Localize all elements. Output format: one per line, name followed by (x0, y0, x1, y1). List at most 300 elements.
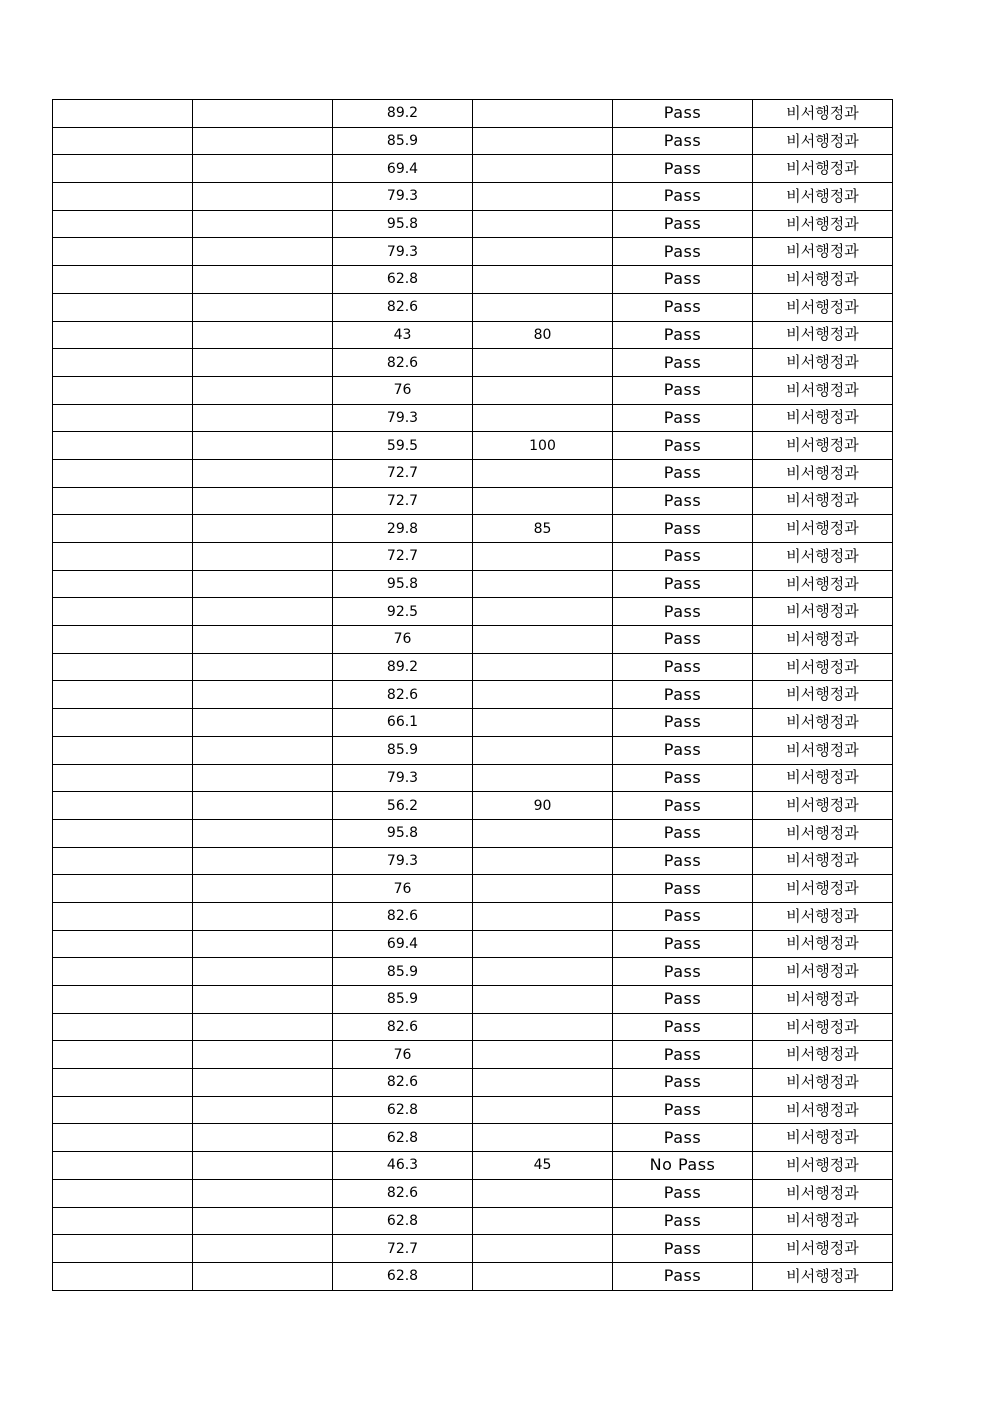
cell-blank-1 (53, 681, 193, 709)
cell-extra-score: 90 (473, 792, 613, 820)
table-row (53, 1152, 893, 1180)
cell-department: 비서행정과 (753, 1152, 893, 1180)
cell-score: 95.8 (333, 210, 473, 238)
cell-blank-1 (53, 1179, 193, 1207)
cell-result: Pass (613, 764, 753, 792)
cell-blank-2 (193, 376, 333, 404)
cell-blank-2 (193, 515, 333, 543)
cell-blank-2 (193, 210, 333, 238)
table-row (53, 1235, 893, 1263)
cell-blank-2 (193, 1124, 333, 1152)
cell-blank-1 (53, 626, 193, 654)
cell-blank-2 (193, 1069, 333, 1097)
cell-blank-1 (53, 376, 193, 404)
cell-blank-2 (193, 1096, 333, 1124)
cell-extra-score (473, 238, 613, 266)
table-row (53, 847, 893, 875)
table-row (53, 376, 893, 404)
cell-result: Pass (613, 847, 753, 875)
cell-blank-2 (193, 709, 333, 737)
table-row (53, 1179, 893, 1207)
cell-blank-2 (193, 432, 333, 460)
table-row (53, 875, 893, 903)
cell-result: No Pass (613, 1152, 753, 1180)
cell-result: Pass (613, 404, 753, 432)
cell-extra-score (473, 183, 613, 211)
cell-result: Pass (613, 1013, 753, 1041)
cell-extra-score (473, 155, 613, 183)
cell-result: Pass (613, 210, 753, 238)
cell-score: 62.8 (333, 1262, 473, 1290)
cell-department: 비서행정과 (753, 1096, 893, 1124)
cell-blank-1 (53, 127, 193, 155)
cell-score: 76 (333, 1041, 473, 1069)
cell-department: 비서행정과 (753, 930, 893, 958)
cell-score: 72.7 (333, 487, 473, 515)
cell-score: 82.6 (333, 1013, 473, 1041)
cell-result: Pass (613, 875, 753, 903)
table-row (53, 543, 893, 571)
cell-extra-score (473, 100, 613, 128)
cell-extra-score (473, 764, 613, 792)
table-row (53, 681, 893, 709)
cell-extra-score (473, 376, 613, 404)
cell-blank-1 (53, 653, 193, 681)
cell-department: 비서행정과 (753, 1207, 893, 1235)
cell-blank-2 (193, 792, 333, 820)
cell-blank-2 (193, 681, 333, 709)
cell-score: 82.6 (333, 1179, 473, 1207)
table-row (53, 736, 893, 764)
cell-score: 89.2 (333, 100, 473, 128)
table-row (53, 819, 893, 847)
cell-extra-score: 80 (473, 321, 613, 349)
cell-score: 66.1 (333, 709, 473, 737)
cell-result: Pass (613, 155, 753, 183)
table-row (53, 986, 893, 1014)
cell-blank-1 (53, 349, 193, 377)
cell-blank-1 (53, 432, 193, 460)
cell-extra-score (473, 1262, 613, 1290)
cell-result: Pass (613, 1235, 753, 1263)
cell-blank-2 (193, 155, 333, 183)
cell-score: 62.8 (333, 1124, 473, 1152)
cell-result: Pass (613, 1262, 753, 1290)
cell-blank-2 (193, 736, 333, 764)
cell-extra-score (473, 1096, 613, 1124)
cell-result: Pass (613, 321, 753, 349)
cell-blank-1 (53, 210, 193, 238)
cell-department: 비서행정과 (753, 1179, 893, 1207)
cell-department: 비서행정과 (753, 598, 893, 626)
cell-score: 72.7 (333, 1235, 473, 1263)
cell-blank-1 (53, 266, 193, 294)
table-row (53, 100, 893, 128)
cell-department: 비서행정과 (753, 1235, 893, 1263)
cell-result: Pass (613, 376, 753, 404)
cell-department: 비서행정과 (753, 266, 893, 294)
cell-blank-1 (53, 155, 193, 183)
table-row (53, 1069, 893, 1097)
cell-blank-2 (193, 653, 333, 681)
cell-score: 72.7 (333, 543, 473, 571)
cell-department: 비서행정과 (753, 543, 893, 571)
cell-extra-score (473, 349, 613, 377)
cell-extra-score (473, 902, 613, 930)
cell-blank-1 (53, 293, 193, 321)
cell-blank-2 (193, 930, 333, 958)
cell-score: 79.3 (333, 404, 473, 432)
cell-score: 69.4 (333, 930, 473, 958)
cell-extra-score (473, 543, 613, 571)
cell-extra-score (473, 570, 613, 598)
cell-extra-score: 100 (473, 432, 613, 460)
table-row (53, 709, 893, 737)
cell-score: 59.5 (333, 432, 473, 460)
cell-result: Pass (613, 100, 753, 128)
cell-department: 비서행정과 (753, 736, 893, 764)
cell-score: 79.3 (333, 183, 473, 211)
cell-department: 비서행정과 (753, 709, 893, 737)
cell-blank-1 (53, 1124, 193, 1152)
cell-blank-2 (193, 598, 333, 626)
cell-extra-score (473, 1207, 613, 1235)
cell-result: Pass (613, 958, 753, 986)
cell-blank-2 (193, 1262, 333, 1290)
table-row (53, 1207, 893, 1235)
cell-blank-1 (53, 515, 193, 543)
cell-result: Pass (613, 1041, 753, 1069)
cell-score: 82.6 (333, 293, 473, 321)
cell-department: 비서행정과 (753, 1069, 893, 1097)
cell-blank-2 (193, 1207, 333, 1235)
table-row (53, 293, 893, 321)
table-row (53, 626, 893, 654)
cell-result: Pass (613, 1179, 753, 1207)
cell-department: 비서행정과 (753, 570, 893, 598)
cell-extra-score (473, 1124, 613, 1152)
cell-extra-score (473, 736, 613, 764)
table-row (53, 487, 893, 515)
cell-department: 비서행정과 (753, 1262, 893, 1290)
table-row (53, 155, 893, 183)
cell-result: Pass (613, 266, 753, 294)
cell-score: 43 (333, 321, 473, 349)
cell-extra-score (473, 210, 613, 238)
cell-score: 76 (333, 376, 473, 404)
cell-department: 비서행정과 (753, 764, 893, 792)
cell-department: 비서행정과 (753, 515, 893, 543)
cell-department: 비서행정과 (753, 210, 893, 238)
cell-score: 76 (333, 875, 473, 903)
cell-blank-1 (53, 792, 193, 820)
cell-blank-1 (53, 986, 193, 1014)
table-row (53, 266, 893, 294)
cell-department: 비서행정과 (753, 183, 893, 211)
cell-blank-2 (193, 487, 333, 515)
cell-score: 85.9 (333, 986, 473, 1014)
cell-extra-score (473, 598, 613, 626)
cell-result: Pass (613, 183, 753, 211)
cell-department: 비서행정과 (753, 1013, 893, 1041)
cell-score: 69.4 (333, 155, 473, 183)
cell-extra-score (473, 127, 613, 155)
cell-blank-2 (193, 183, 333, 211)
cell-department: 비서행정과 (753, 487, 893, 515)
cell-blank-1 (53, 1262, 193, 1290)
cell-department: 비서행정과 (753, 459, 893, 487)
table-row (53, 1013, 893, 1041)
cell-score: 62.8 (333, 1207, 473, 1235)
cell-extra-score (473, 459, 613, 487)
cell-result: Pass (613, 127, 753, 155)
cell-blank-1 (53, 238, 193, 266)
cell-blank-2 (193, 321, 333, 349)
cell-extra-score (473, 487, 613, 515)
cell-blank-1 (53, 183, 193, 211)
cell-blank-2 (193, 349, 333, 377)
cell-blank-2 (193, 1152, 333, 1180)
cell-department: 비서행정과 (753, 986, 893, 1014)
cell-blank-1 (53, 1207, 193, 1235)
cell-score: 95.8 (333, 570, 473, 598)
table-row (53, 1262, 893, 1290)
cell-blank-2 (193, 459, 333, 487)
cell-department: 비서행정과 (753, 293, 893, 321)
table-row (53, 930, 893, 958)
cell-blank-1 (53, 736, 193, 764)
cell-department: 비서행정과 (753, 1041, 893, 1069)
cell-result: Pass (613, 543, 753, 571)
cell-result: Pass (613, 598, 753, 626)
cell-blank-1 (53, 847, 193, 875)
cell-department: 비서행정과 (753, 404, 893, 432)
cell-department: 비서행정과 (753, 902, 893, 930)
cell-result: Pass (613, 902, 753, 930)
cell-extra-score (473, 1041, 613, 1069)
cell-blank-1 (53, 570, 193, 598)
cell-blank-2 (193, 570, 333, 598)
cell-department: 비서행정과 (753, 653, 893, 681)
cell-blank-1 (53, 958, 193, 986)
cell-blank-1 (53, 1013, 193, 1041)
cell-department: 비서행정과 (753, 100, 893, 128)
cell-extra-score (473, 958, 613, 986)
cell-result: Pass (613, 1207, 753, 1235)
cell-score: 62.8 (333, 266, 473, 294)
cell-blank-1 (53, 764, 193, 792)
cell-department: 비서행정과 (753, 238, 893, 266)
table-row (53, 598, 893, 626)
cell-result: Pass (613, 626, 753, 654)
results-table-body (53, 100, 893, 1291)
cell-extra-score (473, 1235, 613, 1263)
cell-department: 비서행정과 (753, 127, 893, 155)
cell-blank-2 (193, 238, 333, 266)
results-table (52, 99, 893, 1291)
cell-score: 82.6 (333, 902, 473, 930)
table-row (53, 958, 893, 986)
cell-result: Pass (613, 515, 753, 543)
table-row (53, 238, 893, 266)
cell-result: Pass (613, 1069, 753, 1097)
table-row (53, 515, 893, 543)
cell-blank-2 (193, 819, 333, 847)
cell-result: Pass (613, 1124, 753, 1152)
cell-blank-1 (53, 875, 193, 903)
cell-blank-1 (53, 930, 193, 958)
cell-score: 79.3 (333, 238, 473, 266)
cell-score: 85.9 (333, 958, 473, 986)
cell-result: Pass (613, 349, 753, 377)
table-row (53, 902, 893, 930)
cell-blank-2 (193, 1235, 333, 1263)
cell-blank-2 (193, 293, 333, 321)
cell-score: 85.9 (333, 736, 473, 764)
cell-blank-1 (53, 709, 193, 737)
cell-blank-2 (193, 1041, 333, 1069)
cell-blank-1 (53, 404, 193, 432)
table-row (53, 792, 893, 820)
cell-extra-score (473, 681, 613, 709)
table-row (53, 459, 893, 487)
cell-extra-score (473, 404, 613, 432)
cell-blank-1 (53, 902, 193, 930)
cell-blank-2 (193, 902, 333, 930)
table-row (53, 432, 893, 460)
cell-result: Pass (613, 653, 753, 681)
table-row (53, 1124, 893, 1152)
cell-score: 89.2 (333, 653, 473, 681)
cell-blank-1 (53, 321, 193, 349)
cell-result: Pass (613, 986, 753, 1014)
cell-blank-1 (53, 459, 193, 487)
cell-department: 비서행정과 (753, 681, 893, 709)
cell-score: 92.5 (333, 598, 473, 626)
cell-score: 76 (333, 626, 473, 654)
cell-blank-2 (193, 404, 333, 432)
cell-department: 비서행정과 (753, 847, 893, 875)
cell-blank-2 (193, 1179, 333, 1207)
cell-blank-1 (53, 598, 193, 626)
cell-extra-score (473, 1013, 613, 1041)
cell-blank-2 (193, 986, 333, 1014)
cell-blank-1 (53, 100, 193, 128)
cell-blank-2 (193, 543, 333, 571)
cell-result: Pass (613, 709, 753, 737)
cell-score: 85.9 (333, 127, 473, 155)
cell-blank-1 (53, 543, 193, 571)
cell-department: 비서행정과 (753, 958, 893, 986)
cell-result: Pass (613, 487, 753, 515)
cell-blank-1 (53, 1152, 193, 1180)
cell-result: Pass (613, 1096, 753, 1124)
cell-result: Pass (613, 432, 753, 460)
cell-extra-score (473, 266, 613, 294)
table-row (53, 349, 893, 377)
cell-blank-2 (193, 958, 333, 986)
table-row (53, 210, 893, 238)
cell-score: 82.6 (333, 349, 473, 377)
cell-department: 비서행정과 (753, 349, 893, 377)
cell-department: 비서행정과 (753, 432, 893, 460)
table-row (53, 404, 893, 432)
cell-result: Pass (613, 736, 753, 764)
cell-blank-2 (193, 847, 333, 875)
cell-extra-score (473, 709, 613, 737)
cell-department: 비서행정과 (753, 321, 893, 349)
cell-score: 72.7 (333, 459, 473, 487)
cell-result: Pass (613, 819, 753, 847)
cell-extra-score (473, 1179, 613, 1207)
cell-score: 95.8 (333, 819, 473, 847)
cell-result: Pass (613, 293, 753, 321)
cell-department: 비서행정과 (753, 875, 893, 903)
cell-blank-1 (53, 1096, 193, 1124)
cell-blank-1 (53, 1069, 193, 1097)
cell-blank-2 (193, 875, 333, 903)
table-row (53, 1096, 893, 1124)
cell-score: 29.8 (333, 515, 473, 543)
cell-score: 79.3 (333, 764, 473, 792)
cell-blank-2 (193, 764, 333, 792)
cell-result: Pass (613, 681, 753, 709)
cell-score: 79.3 (333, 847, 473, 875)
cell-extra-score (473, 626, 613, 654)
table-row (53, 321, 893, 349)
cell-department: 비서행정과 (753, 819, 893, 847)
cell-department: 비서행정과 (753, 376, 893, 404)
cell-blank-2 (193, 100, 333, 128)
cell-score: 46.3 (333, 1152, 473, 1180)
table-row (53, 764, 893, 792)
table-row (53, 1041, 893, 1069)
cell-extra-score: 45 (473, 1152, 613, 1180)
cell-result: Pass (613, 930, 753, 958)
cell-result: Pass (613, 238, 753, 266)
cell-blank-2 (193, 266, 333, 294)
cell-department: 비서행정과 (753, 792, 893, 820)
table-row (53, 127, 893, 155)
cell-extra-score (473, 875, 613, 903)
cell-score: 62.8 (333, 1096, 473, 1124)
cell-extra-score: 85 (473, 515, 613, 543)
cell-department: 비서행정과 (753, 1124, 893, 1152)
cell-score: 82.6 (333, 1069, 473, 1097)
cell-blank-1 (53, 1235, 193, 1263)
cell-blank-2 (193, 626, 333, 654)
cell-result: Pass (613, 570, 753, 598)
table-row (53, 653, 893, 681)
cell-blank-2 (193, 1013, 333, 1041)
cell-blank-1 (53, 1041, 193, 1069)
cell-department: 비서행정과 (753, 626, 893, 654)
cell-extra-score (473, 847, 613, 875)
cell-blank-2 (193, 127, 333, 155)
cell-department: 비서행정과 (753, 155, 893, 183)
cell-extra-score (473, 1069, 613, 1097)
cell-extra-score (473, 930, 613, 958)
cell-extra-score (473, 293, 613, 321)
cell-score: 56.2 (333, 792, 473, 820)
table-row (53, 570, 893, 598)
cell-score: 82.6 (333, 681, 473, 709)
cell-extra-score (473, 819, 613, 847)
cell-result: Pass (613, 792, 753, 820)
cell-result: Pass (613, 459, 753, 487)
cell-blank-1 (53, 819, 193, 847)
cell-extra-score (473, 986, 613, 1014)
